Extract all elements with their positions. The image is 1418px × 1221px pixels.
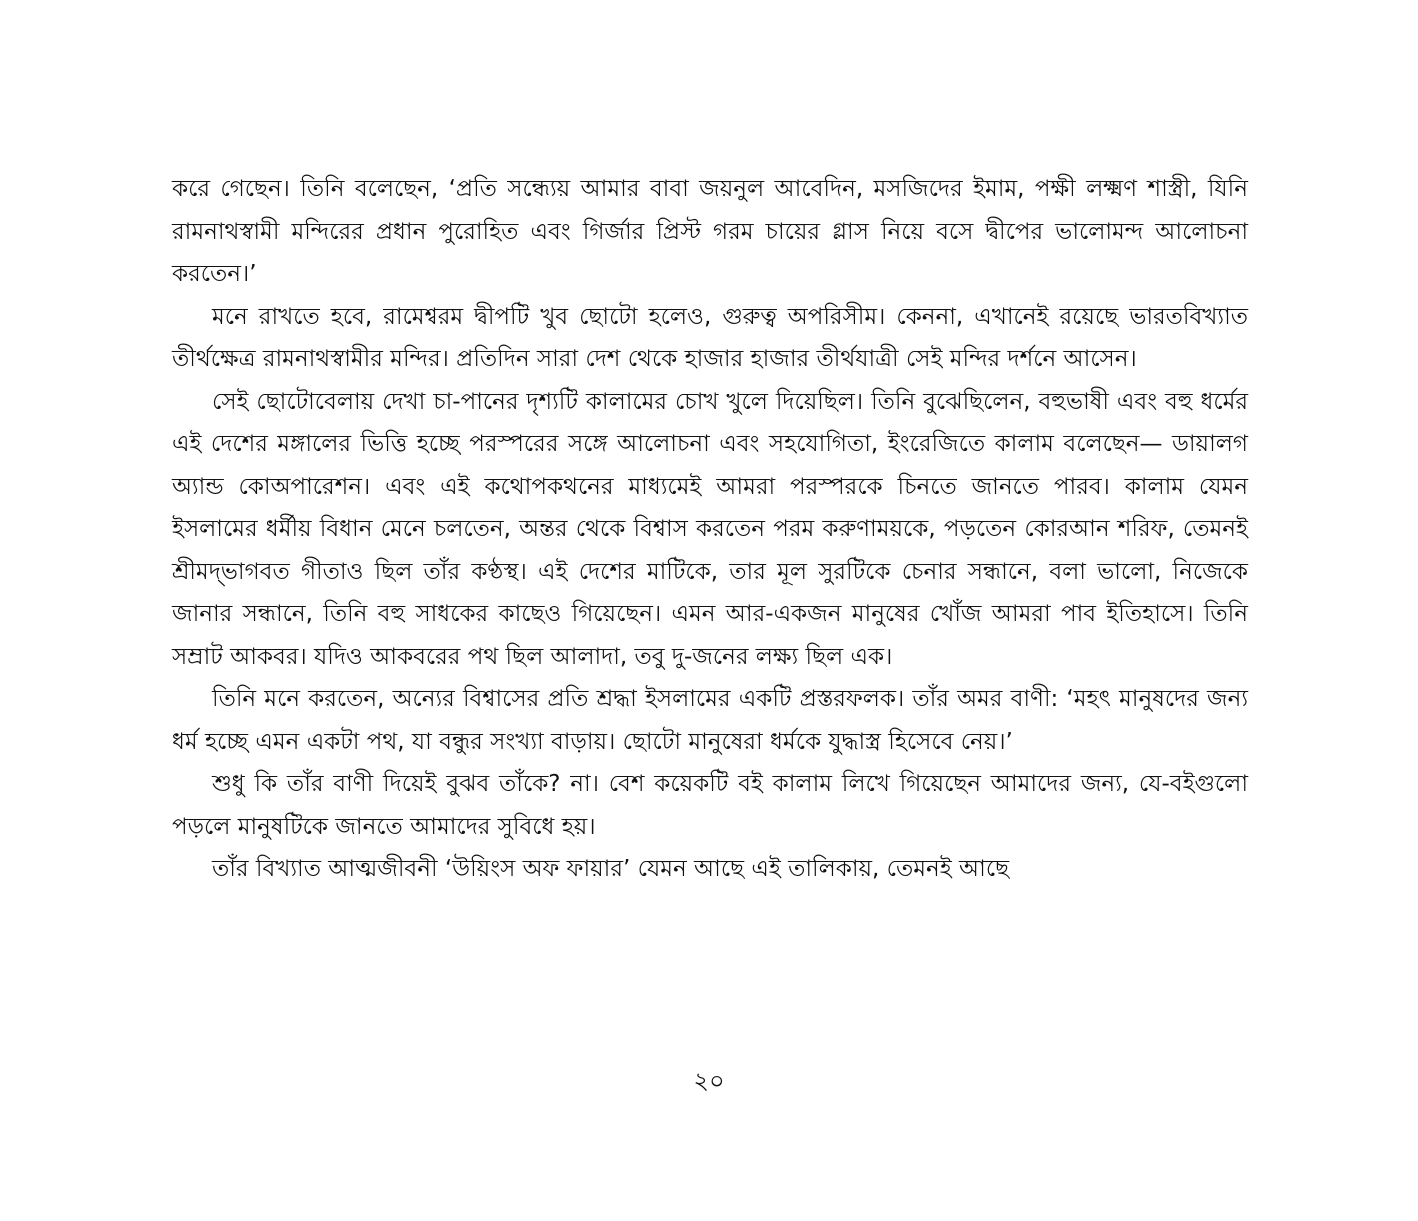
- paragraph-3: সেই ছোটোবেলায় দেখা চা-পানের দৃশ্যটি কালামের চোখ খুলে দিয়েছিল। তিনি বুঝেছিলেন, বহুভাষী এবং বহু ধর্মের এই দেশের মঙ্গালের ভিত্তি হচ্ছে পরস্পরের সঙ্গে আলোচনা এবং সহযোগিতা, ইংরেজিতে কালাম বলেছেন— ডায়ালগ অ্যান্ড কোঅপারেশন। এবং এই কথোপকথনের মাধ্যমেই আমরা পরস্পরকে চিনতে জানতে পারব। কালাম যেমন ইসলামের ধর্মীয় বিধান মেনে চলতেন, অন্তর থেকে বিশ্বাস করতেন পরম করুণাময়কে, পড়তেন কোরআন শরিফ, তেমনই শ্রীমদ্‌ভাগবত গীতাও ছিল তাঁর কণ্ঠস্থ। এই দেশের মাটিকে, তার মূল সুরটিকে চেনার সন্ধানে, বলা ভালো, নিজেকে জানার সন্ধানে, তিনি বহু সাধকের কাছেও গিয়েছেন। এমন আর-একজন মানুষের খোঁজ আমরা পাব ইতিহাসে। তিনি সম্রাট আকবর। যদিও আকবরের পথ ছিল আলাদা, তবু দু-জনের লক্ষ্য ছিল এক।: [172, 388, 1248, 670]
- body-text: [172, 168, 1248, 891]
- page-number: ২০: [693, 1067, 725, 1095]
- paragraph-5: শুধু কি তাঁর বাণী দিয়েই বুঝব তাঁকে? না। বেশ কয়েকটি বই কালাম লিখে গিয়েছেন আমাদের জন্য, যে-বইগুলো পড়লে মানুষটিকে জানতে আমাদের সুবিধে হয়।: [172, 771, 1248, 840]
- paragraph-1: করে গেছেন। তিনি বলেছেন, ‘প্রতি সন্ধ্যেয় আমার বাবা জয়নুল আবেদিন, মসজিদের ইমাম, পক্ষী লক্ষ্মণ শাস্ত্রী, যিনি রামনাথস্বামী মন্দিরের প্রধান পুরোহিত এবং গির্জার প্রিস্ট গরম চায়ের গ্লাস নিয়ে বসে দ্বীপের ভালোমন্দ আলোচনা করতেন।’: [172, 176, 1248, 287]
- paragraph-2: মনে রাখতে হবে, রামেশ্বরম দ্বীপটি খুব ছোটো হলেও, গুরুত্ব অপরিসীম। কেননা, এখানেই রয়েছে ভারতবিখ্যাত তীর্থক্ষেত্র রামনাথস্বামীর মন্দির। প্রতিদিন সারা দেশ থেকে হাজার হাজার তীর্থযাত্রী সেই মন্দির দর্শনে আসেন।: [172, 303, 1248, 372]
- paragraph-6: তাঁর বিখ্যাত আত্মজীবনী ‘উয়িংস অফ ফায়ার’ যেমন আছে এই তালিকায়, তেমনই আছে: [212, 856, 1010, 882]
- paragraph-4: তিনি মনে করতেন, অন্যের বিশ্বাসের প্রতি শ্রদ্ধা ইসলামের একটি প্রস্তরফলক। তাঁর অমর বাণী: ‘মহৎ মানুষদের জন্য ধর্ম হচ্ছে এমন একটা পথ, যা বন্ধুর সংখ্যা বাড়ায়। ছোটো মানুষেরা ধর্মকে যুদ্ধাস্ত্র হিসেবে নেয়।’: [172, 686, 1248, 755]
